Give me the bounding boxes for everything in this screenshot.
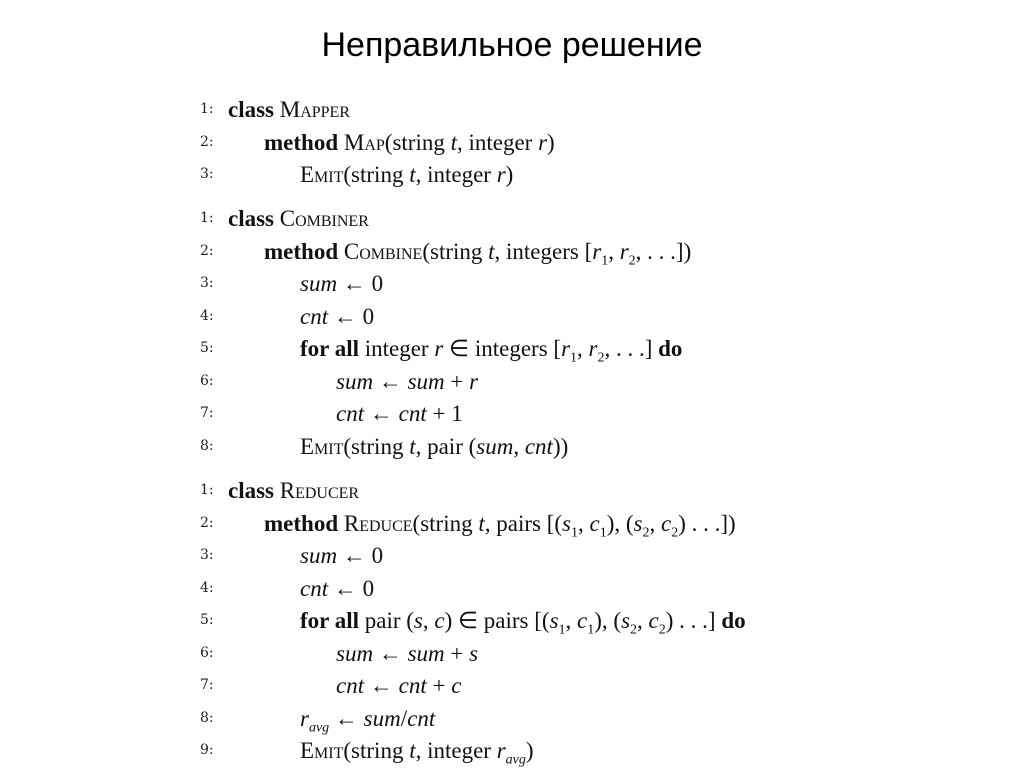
- code-token: 1: [599, 525, 607, 541]
- line-number: 5:: [200, 340, 214, 356]
- line-number: 2:: [200, 514, 214, 531]
- code-token: ,: [513, 433, 525, 459]
- code-text: [300, 736, 534, 766]
- code-token: s: [633, 510, 643, 536]
- code-token: r: [300, 705, 309, 731]
- code-token: t: [409, 162, 416, 187]
- code-token: )): [552, 433, 569, 459]
- code-token: class: [228, 478, 280, 503]
- code-token: ), (: [606, 510, 634, 536]
- code-text: [300, 606, 746, 636]
- code-token: avg: [308, 720, 330, 736]
- code-token: 1: [558, 622, 566, 638]
- code-text: [300, 541, 383, 571]
- code-token: Reducer: [279, 478, 360, 503]
- code-text: [336, 671, 461, 701]
- code-token: r: [538, 129, 548, 155]
- code-token: 2: [628, 253, 636, 269]
- code-token: c: [648, 608, 659, 633]
- code-text: [336, 399, 463, 429]
- code-token: sum: [363, 705, 401, 731]
- line-number: 4:: [200, 579, 214, 596]
- code-token: t: [478, 510, 485, 536]
- code-token: 1: [570, 525, 578, 541]
- code-token: ,: [649, 510, 661, 536]
- code-token: 2: [671, 525, 679, 541]
- code-text: [264, 128, 555, 158]
- code-token: , . . .]): [635, 238, 692, 264]
- code-token: (string: [384, 129, 451, 155]
- code-token: sum: [407, 640, 445, 666]
- code-token: c: [451, 673, 462, 698]
- code-token: for all: [300, 336, 365, 361]
- code-token: r: [434, 336, 444, 361]
- code-token: ←: [329, 705, 364, 731]
- code-token: ) . . .]): [678, 510, 736, 536]
- code-text: [300, 334, 682, 364]
- code-token: , pairs [(: [484, 510, 563, 536]
- code-token: cnt: [336, 673, 365, 698]
- code-token: s: [621, 608, 631, 633]
- code-token: cnt: [336, 401, 365, 426]
- code-token: ←: [364, 673, 399, 698]
- code-token: ∈ integers [: [443, 336, 562, 361]
- code-token: sum: [300, 543, 338, 568]
- code-text: [264, 237, 691, 267]
- code-token: ←: [373, 640, 408, 666]
- code-token: +: [426, 673, 452, 698]
- code-token: Emit: [300, 738, 344, 763]
- code-token: Emit: [300, 433, 344, 459]
- code-token: class: [228, 97, 280, 122]
- code-token: 1: [570, 350, 578, 366]
- line-number: 1:: [200, 101, 214, 117]
- code-token: t: [409, 433, 416, 459]
- code-token: ←: [373, 368, 408, 394]
- code-token: , integer: [456, 129, 539, 155]
- line-number: 9:: [200, 742, 214, 758]
- code-token: t: [450, 129, 457, 155]
- code-token: ,: [565, 608, 578, 633]
- line-number: 2:: [200, 242, 214, 259]
- code-token: Combine: [343, 238, 423, 264]
- code-token: c: [660, 510, 672, 536]
- code-token: t: [488, 238, 495, 264]
- code-token: ), (: [594, 608, 622, 633]
- code-token: cnt: [300, 575, 329, 601]
- code-token: , integer: [415, 738, 497, 763]
- code-token: do: [658, 336, 683, 361]
- code-token: ,: [608, 238, 620, 264]
- code-token: r: [496, 162, 506, 187]
- code-token: sum: [300, 271, 338, 296]
- code-token: , . . .]: [604, 336, 659, 361]
- line-number: 2:: [200, 133, 214, 150]
- code-token: t: [409, 738, 416, 763]
- code-text: [300, 269, 383, 299]
- code-token: ←: [364, 401, 399, 426]
- code-token: ← 0: [337, 543, 384, 568]
- line-number: 3:: [200, 547, 214, 563]
- code-token: ,: [422, 608, 435, 633]
- code-text: [264, 509, 736, 539]
- code-token: c: [589, 510, 600, 536]
- line-number: 1:: [200, 482, 214, 498]
- code-text: [300, 574, 374, 604]
- line-number: 7:: [200, 677, 214, 693]
- line-number: 3:: [200, 275, 214, 291]
- code-token: , pair (: [415, 433, 477, 459]
- code-token: method: [264, 238, 344, 264]
- code-token: (string: [412, 510, 479, 536]
- code-text: [300, 704, 435, 734]
- code-token: sum: [476, 433, 514, 459]
- code-token: +: [444, 640, 470, 666]
- line-number: 8:: [200, 709, 214, 726]
- code-token: c: [434, 608, 445, 633]
- code-token: s: [413, 608, 423, 633]
- code-text: [228, 95, 350, 125]
- code-token: sum: [336, 368, 374, 394]
- code-token: 1: [601, 253, 609, 269]
- line-number: 6:: [200, 372, 214, 389]
- code-token: ,: [637, 608, 649, 633]
- code-token: ← 0: [337, 271, 384, 296]
- code-token: ): [525, 738, 534, 763]
- code-token: r: [592, 238, 602, 264]
- code-token: ← 0: [328, 575, 375, 601]
- code-token: s: [469, 640, 479, 666]
- code-text: [228, 476, 359, 506]
- code-token: ← 0: [328, 303, 375, 329]
- slide-title: Неправильное решение: [321, 26, 703, 64]
- code-token: s: [562, 510, 571, 536]
- code-text: [300, 302, 374, 332]
- code-token: Combiner: [279, 206, 369, 231]
- code-token: cnt: [398, 401, 427, 426]
- code-token: r: [496, 738, 506, 763]
- code-token: do: [721, 608, 746, 633]
- code-token: cnt: [407, 705, 436, 731]
- code-token: ) ∈ pairs [(: [444, 608, 550, 633]
- code-token: r: [469, 368, 479, 394]
- code-token: 2: [630, 622, 638, 638]
- code-token: Map: [343, 129, 385, 155]
- line-number: 1:: [200, 210, 214, 226]
- code-token: 2: [658, 622, 666, 638]
- code-text: [300, 160, 513, 190]
- code-token: , integer: [415, 162, 497, 187]
- code-token: cnt: [524, 433, 553, 459]
- line-number: 8:: [200, 437, 214, 454]
- code-token: s: [549, 608, 559, 633]
- code-token: (string: [343, 738, 410, 763]
- code-token: r: [588, 336, 598, 361]
- code-token: r: [619, 238, 629, 264]
- code-token: ,: [577, 336, 589, 361]
- code-token: integer: [364, 336, 435, 361]
- code-token: + 1: [426, 401, 463, 426]
- code-token: for all: [300, 608, 365, 633]
- code-token: ,: [577, 510, 590, 536]
- code-token: Emit: [300, 162, 344, 187]
- code-token: avg: [505, 752, 526, 768]
- code-text: [228, 204, 369, 234]
- code-token: class: [228, 206, 280, 231]
- code-token: method: [264, 129, 344, 155]
- code-token: 2: [642, 525, 650, 541]
- code-token: sum: [407, 368, 445, 394]
- code-token: sum: [336, 640, 374, 666]
- code-token: Mapper: [279, 97, 350, 122]
- line-number: 3:: [200, 166, 214, 182]
- line-number: 6:: [200, 644, 214, 661]
- line-number: 5:: [200, 612, 214, 628]
- code-token: ): [547, 129, 555, 155]
- code-token: Reduce: [343, 510, 413, 536]
- code-text: [336, 367, 478, 397]
- code-token: c: [577, 608, 588, 633]
- code-token: /: [400, 705, 408, 731]
- code-token: 2: [597, 350, 605, 366]
- code-token: r: [561, 336, 571, 361]
- code-token: 1: [587, 622, 595, 638]
- code-token: (string: [343, 433, 410, 459]
- code-token: cnt: [398, 673, 427, 698]
- code-token: (string: [422, 238, 489, 264]
- code-token: cnt: [300, 303, 329, 329]
- code-text: [300, 432, 568, 462]
- line-number: 7:: [200, 405, 214, 421]
- code-token: ): [505, 162, 514, 187]
- code-token: , integers [: [494, 238, 593, 264]
- code-token: method: [264, 510, 344, 536]
- code-text: [336, 639, 478, 669]
- code-token: ) . . .]: [665, 608, 722, 633]
- code-token: (string: [343, 162, 410, 187]
- code-token: pair (: [364, 608, 414, 633]
- line-number: 4:: [200, 307, 214, 324]
- code-token: +: [444, 368, 470, 394]
